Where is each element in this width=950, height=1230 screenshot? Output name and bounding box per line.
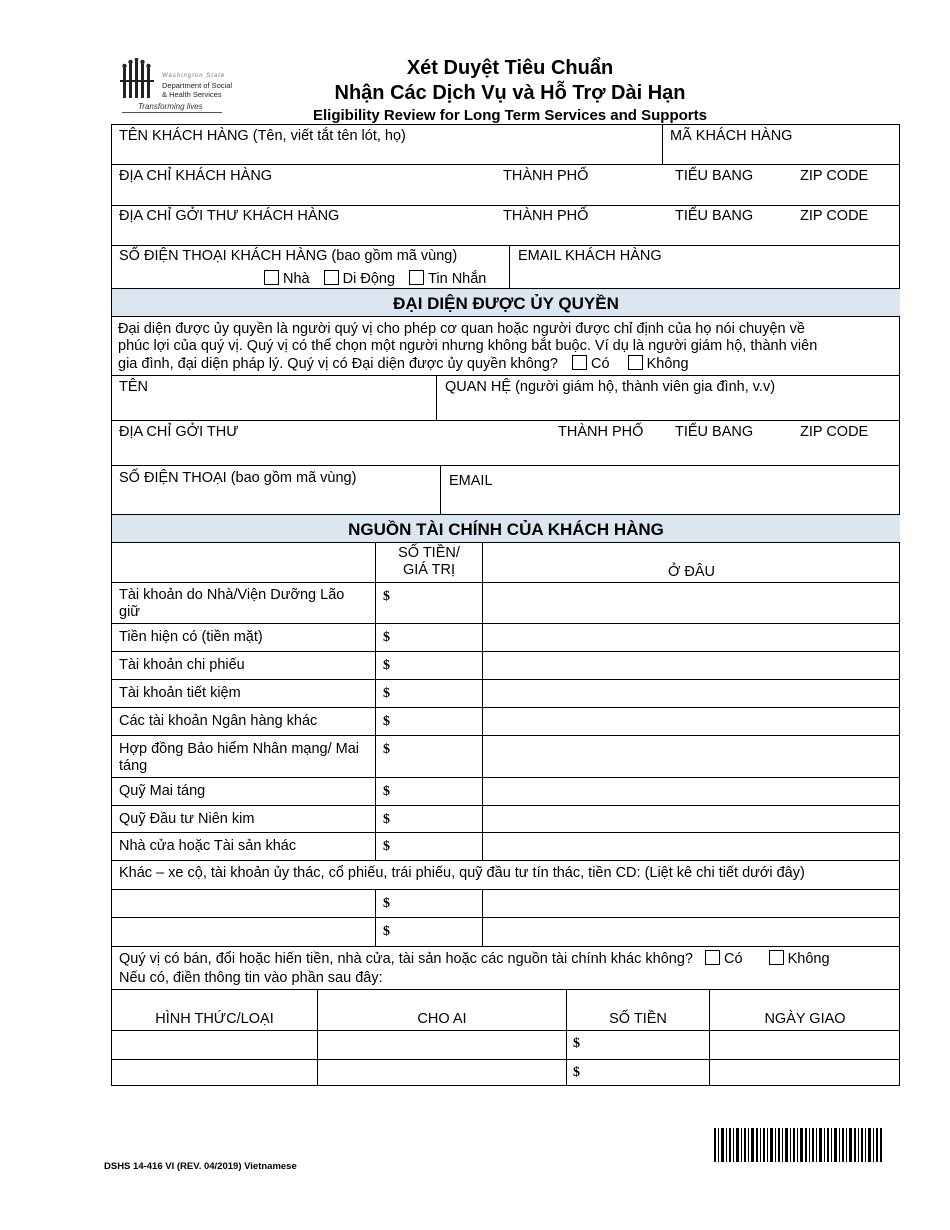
currency-symbol: $: [573, 1065, 580, 1080]
divider: [111, 582, 900, 583]
rep-email-label: EMAIL: [449, 473, 493, 489]
form-id: DSHS 14-416 VI (REV. 04/2019) Vietnamese: [104, 1161, 297, 1172]
currency-symbol: $: [383, 630, 390, 645]
resource-row-label: Nhà cửa hoặc Tài sản khác: [119, 838, 297, 854]
currency-symbol: $: [383, 812, 390, 827]
divider: [111, 316, 900, 317]
resource-row-label: Quỹ Đầu tư Niên kim: [119, 811, 255, 827]
phone-home-checkbox[interactable]: [264, 270, 279, 285]
logo-state: Washington State: [162, 73, 226, 79]
phone-text-label: Tin Nhắn: [428, 271, 487, 287]
amount-header-line-1: SỐ TIỀN/: [398, 545, 460, 561]
divider: [111, 860, 900, 861]
form-title-line-1: Xét Duyệt Tiêu Chuẩn: [406, 57, 614, 79]
divider: [111, 465, 900, 466]
client-address-label: ĐỊA CHỈ KHÁCH HÀNG: [119, 168, 273, 184]
divider: [111, 542, 900, 543]
other-resource-where-field[interactable]: [483, 918, 899, 945]
resources-section-header: NGUỒN TÀI CHÍNH CỦA KHÁCH HÀNG: [112, 515, 900, 542]
divider: [111, 205, 900, 206]
other-resource-amount-field[interactable]: [395, 890, 481, 916]
client-mailing-field[interactable]: [112, 226, 899, 244]
client-id-field[interactable]: [663, 145, 899, 163]
representative-description: [118, 321, 888, 373]
rep-phone-field[interactable]: [112, 490, 439, 513]
divider: [111, 679, 900, 680]
form-title-line-2: Nhận Các Dịch Vụ và Hỗ Trợ Dài Hạn: [334, 82, 686, 104]
representative-yes-label: Có: [591, 356, 610, 372]
representative-desc-line-2: phúc lợi của quý vị. Quý vị có thể chọn một người nhưng không bắt buộc. Ví dụ là người giám hộ, thành viên: [118, 338, 818, 354]
currency-symbol: $: [383, 784, 390, 799]
transfers-no-checkbox[interactable]: [769, 950, 784, 965]
resource-row-label: Tiền hiện có (tiền mặt): [119, 629, 263, 645]
transfers-yes-label: Có: [724, 951, 743, 967]
client-phone-label: SỐ ĐIỆN THOẠI KHÁCH HÀNG (bao gồm mã vùng): [119, 248, 458, 264]
divider: [111, 651, 900, 652]
client-mailing-label: ĐỊA CHỈ GỞI THƯ KHÁCH HÀNG: [119, 208, 340, 224]
divider: [111, 707, 900, 708]
resource-row-label: Tài khoản chi phiếu: [119, 657, 245, 673]
client-state-label: TIỂU BANG: [675, 168, 754, 184]
phone-home-label: Nhà: [283, 271, 310, 287]
representative-no-label: Không: [646, 356, 689, 372]
divider: [111, 832, 900, 833]
transfers-no-label: Không: [787, 951, 830, 967]
representative-no-checkbox[interactable]: [628, 355, 643, 370]
representative-desc-line-1: Đại diện được ủy quyền là người quý vị cho phép cơ quan hoặc người được chỉ định của họ nói chuyện về: [118, 321, 805, 337]
currency-symbol: $: [383, 714, 390, 729]
rep-relation-field[interactable]: [437, 398, 899, 419]
phone-mobile-checkbox[interactable]: [324, 270, 339, 285]
client-city-label: THÀNH PHỐ: [503, 168, 589, 184]
divider: [111, 623, 900, 624]
transfer-type-field[interactable]: [112, 1060, 316, 1085]
transfers-col-to: CHO AI: [417, 1011, 467, 1027]
rep-mailing-label: ĐỊA CHỈ GỞI THƯ: [119, 424, 239, 440]
logo-tagline: Transforming lives: [138, 102, 203, 111]
resource-row-label: Hợp đồng Bảo hiểm Nhân mạng/ Mai táng: [119, 741, 360, 774]
client-id-label: MÃ KHÁCH HÀNG: [670, 128, 793, 144]
amount-column-header: [376, 545, 482, 579]
transfer-amount-field[interactable]: [585, 1031, 708, 1058]
transfer-date-field[interactable]: [710, 1060, 899, 1085]
logo-divider: [122, 112, 222, 113]
divider: [111, 375, 900, 376]
client-email-field[interactable]: [510, 266, 899, 287]
currency-symbol: $: [383, 742, 390, 757]
divider: [111, 245, 900, 246]
rep-name-field[interactable]: [112, 398, 435, 419]
divider: [111, 805, 900, 806]
phone-mobile-label: Di Động: [342, 271, 396, 287]
amount-header-line-2: GIÁ TRỊ: [402, 562, 456, 578]
other-resource-where-field[interactable]: [483, 890, 899, 916]
divider: [111, 164, 900, 165]
transfers-question: Quý vị có bán, đổi hoặc hiến tiền, nhà cửa, tài sản hoặc các nguồn tài chính khác không?: [119, 951, 693, 967]
client-name-label: TÊN KHÁCH HÀNG (Tên, viết tắt tên lót, họ): [119, 128, 406, 144]
form-title-english: Eligibility Review for Long Term Services and Supports: [313, 107, 707, 124]
client-mailing-state-label: TIỂU BANG: [675, 208, 754, 224]
resource-row-label: Các tài khoản Ngân hàng khác: [119, 713, 318, 729]
transfer-type-field[interactable]: [112, 1031, 316, 1058]
rep-city-label: THÀNH PHỐ: [558, 424, 644, 440]
currency-symbol: $: [383, 839, 390, 854]
where-column-header: Ở ĐÂU: [667, 564, 716, 580]
divider: [482, 542, 483, 860]
divider: [111, 946, 900, 947]
transfer-to-field[interactable]: [318, 1060, 565, 1085]
other-resource-name-field[interactable]: [112, 890, 374, 916]
transfer-to-field[interactable]: [318, 1031, 565, 1058]
divider: [566, 989, 567, 1086]
transfers-col-amount: SỐ TIỀN: [609, 1011, 667, 1027]
representative-yes-checkbox[interactable]: [572, 355, 587, 370]
rep-email-field[interactable]: [441, 492, 899, 513]
transfers-yes-checkbox[interactable]: [705, 950, 720, 965]
currency-symbol: $: [383, 686, 390, 701]
rep-mailing-field[interactable]: [112, 443, 899, 464]
currency-symbol: $: [383, 589, 390, 604]
transfers-col-type: HÌNH THỨC/LOẠI: [155, 1011, 274, 1027]
client-name-field[interactable]: [112, 145, 661, 163]
logo-dept-2: & Health Services: [162, 90, 222, 99]
resource-row-label: Quỹ Mai táng: [119, 783, 206, 799]
divider: [375, 542, 376, 860]
divider: [111, 989, 900, 990]
phone-text-checkbox[interactable]: [409, 270, 424, 285]
currency-symbol: $: [573, 1036, 580, 1051]
client-mailing-city-label: THÀNH PHỐ: [503, 208, 589, 224]
other-resource-amount-field[interactable]: [395, 918, 481, 945]
representative-desc-line-3: gia đình, đại diện pháp lý. Quý vị có Đại diện được ủy quyền không?: [118, 356, 558, 372]
transfer-amount-field[interactable]: [585, 1060, 708, 1085]
dshs-logo-text: [162, 70, 232, 99]
resource-row-label: Tài khoản tiết kiệm: [119, 685, 241, 701]
transfers-note: Nếu có, điền thông tin vào phần sau đây:: [119, 970, 383, 986]
transfer-date-field[interactable]: [710, 1031, 899, 1058]
client-phone-type-options: [258, 270, 486, 287]
client-zip-label: ZIP CODE: [800, 168, 869, 184]
other-resources-label: Khác – xe cộ, tài khoản ủy thác, cổ phiếu, trái phiếu, quỹ đầu tư tín thác, tiền CD: (Liệt kê chi tiết dưới đây): [119, 865, 805, 881]
rep-relation-label: QUAN HỆ (người giám hộ, thành viên gia đình, v.v): [445, 379, 776, 395]
client-address-field[interactable]: [112, 186, 899, 204]
currency-symbol: $: [383, 896, 390, 911]
client-mailing-zip-label: ZIP CODE: [800, 208, 869, 224]
rep-state-label: TIỂU BANG: [675, 424, 754, 440]
currency-symbol: $: [383, 924, 390, 939]
other-resource-name-field[interactable]: [112, 918, 374, 945]
transfers-col-date: NGÀY GIAO: [764, 1011, 846, 1027]
transfers-question-row: [119, 950, 830, 967]
barcode: [714, 1128, 882, 1162]
client-email-label: EMAIL KHÁCH HÀNG: [518, 248, 662, 264]
rep-name-label: TÊN: [119, 379, 148, 395]
resource-row-label: Tài khoản do Nhà/Viện Dưỡng Lão giữ: [119, 587, 345, 620]
rep-phone-label: SỐ ĐIỆN THOẠI (bao gồm mã vùng): [119, 470, 357, 486]
divider: [111, 735, 900, 736]
currency-symbol: $: [383, 658, 390, 673]
rep-zip-label: ZIP CODE: [800, 424, 869, 440]
representative-section-header: ĐẠI DIỆN ĐƯỢC ỦY QUYỀN: [112, 289, 900, 316]
logo-dept-1: Department of Social: [162, 81, 233, 90]
divider: [111, 420, 900, 421]
divider: [111, 777, 900, 778]
